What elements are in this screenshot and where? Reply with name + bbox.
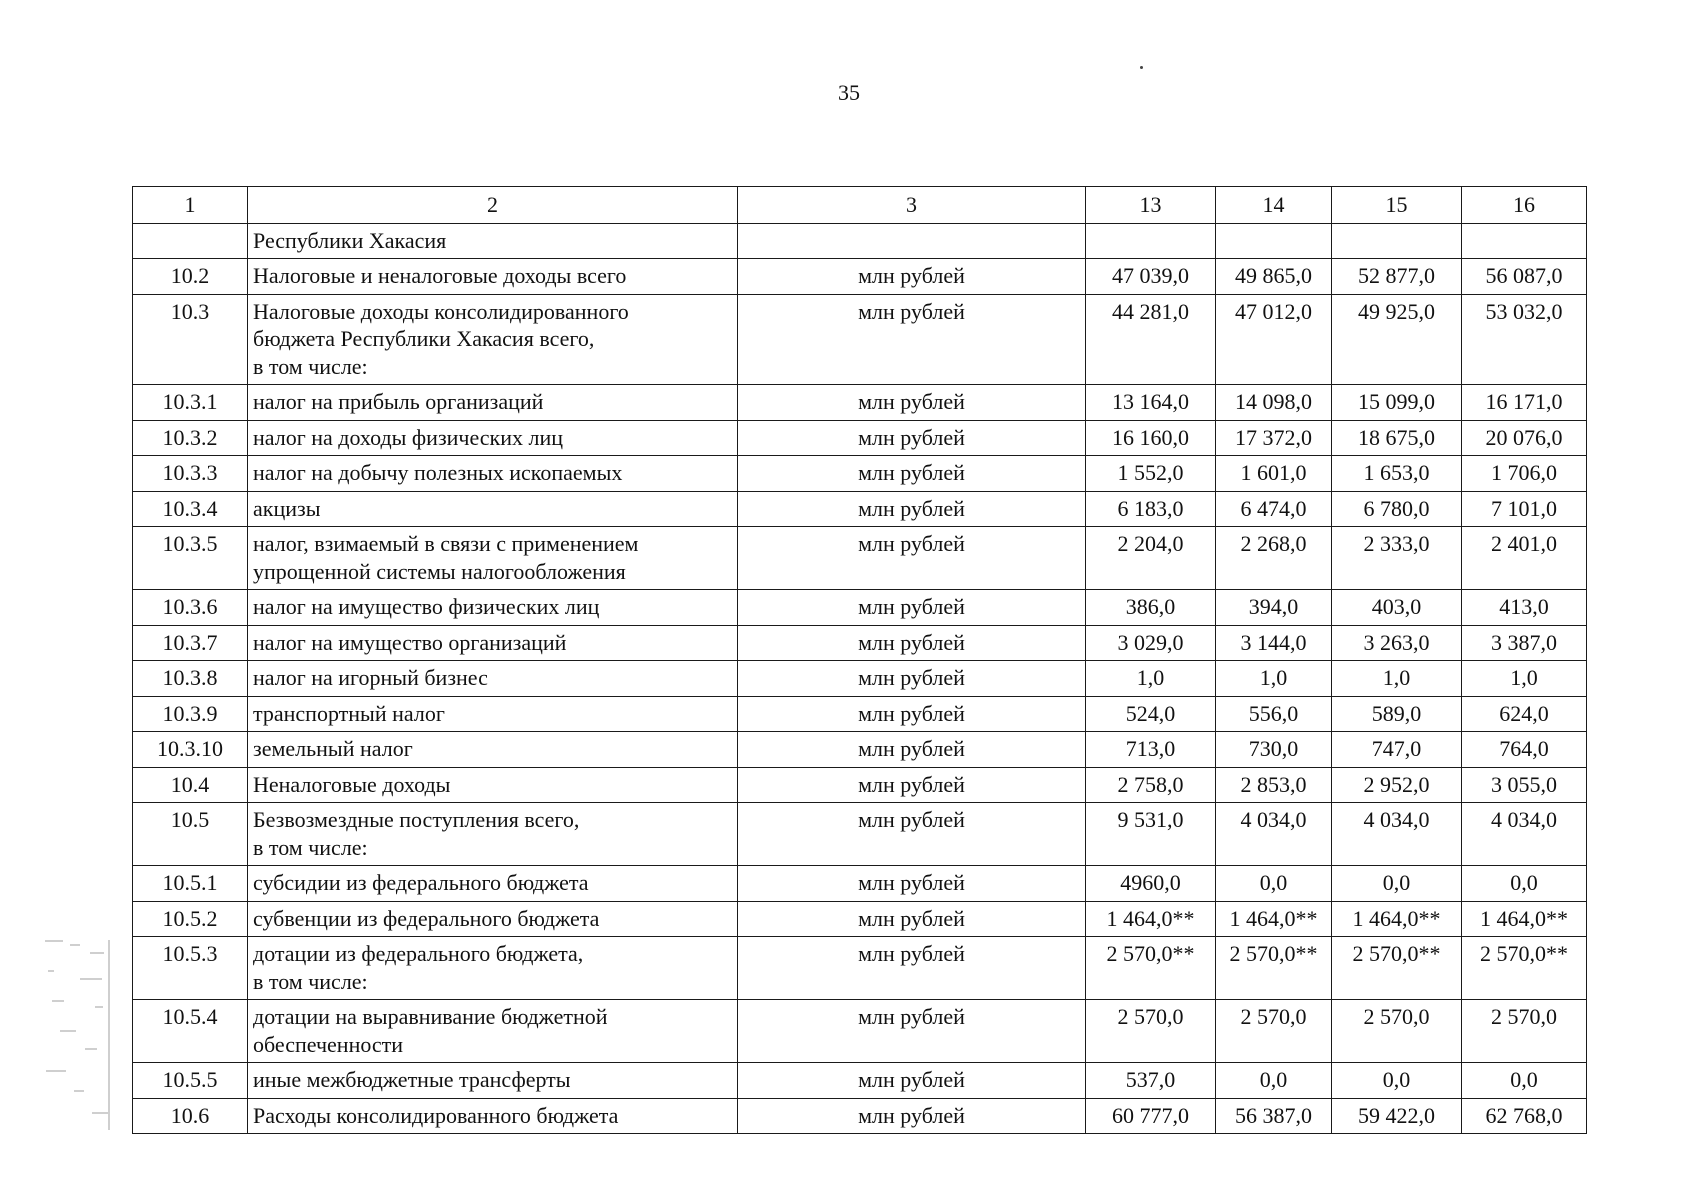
value-cell: 4 034,0 [1462,803,1587,866]
indicator-name-cell [248,420,738,456]
value-cell: 14 098,0 [1216,385,1332,421]
value-cell: 0,0 [1462,1063,1587,1099]
row-number-cell: 10.3.3 [133,456,248,492]
indicator-name-cell [248,625,738,661]
value-cell: 2 204,0 [1086,527,1216,590]
header-cell: 14 [1216,187,1332,224]
table-row [133,625,1587,661]
value-cell: 60 777,0 [1086,1098,1216,1134]
indicator-name-line: налог на игорный бизнес [253,665,488,690]
value-cell: 2 570,0 [1332,1000,1462,1063]
budget-table [132,186,1587,1134]
value-cell: 1,0 [1086,661,1216,697]
indicator-name-line: Республики Хакасия [253,227,447,253]
indicator-name-line: налог на имущество организаций [253,629,567,655]
value-cell: 6 183,0 [1086,491,1216,527]
unit-cell: млн рублей [738,527,1086,590]
indicator-name-cell [248,527,738,590]
value-cell: 2 570,0** [1332,937,1462,1000]
table-row [133,259,1587,295]
value-cell: 764,0 [1462,732,1587,768]
table-row [133,1000,1587,1063]
value-cell: 1 706,0 [1462,456,1587,492]
value-cell: 2 570,0** [1462,937,1587,1000]
indicator-name-cell [248,1000,738,1063]
table-row [133,937,1587,1000]
row-number-cell: 10.5 [133,803,248,866]
value-cell [1332,223,1462,259]
unit-cell: млн рублей [738,696,1086,732]
unit-cell [738,223,1086,259]
indicator-name-cell [248,696,738,732]
unit-cell: млн рублей [738,1000,1086,1063]
table-row [133,527,1587,590]
value-cell: 2 570,0** [1216,937,1332,1000]
indicator-name-line: субвенции из федерального бюджета [253,905,600,931]
row-number-cell: 10.3.6 [133,590,248,626]
value-cell: 403,0 [1332,590,1462,626]
row-number-cell: 10.5.3 [133,937,248,1000]
value-cell: 15 099,0 [1332,385,1462,421]
value-cell: 2 853,0 [1216,767,1332,803]
table-row [133,491,1587,527]
table-row [133,803,1587,866]
scan-speck [1140,66,1143,69]
value-cell: 0,0 [1216,1063,1332,1099]
row-number-cell: 10.5.2 [133,901,248,937]
value-cell: 62 768,0 [1462,1098,1587,1134]
row-number-cell: 10.5.4 [133,1000,248,1063]
header-cell: 1 [133,187,248,224]
indicator-name-line: в том числе: [253,834,368,860]
unit-cell: млн рублей [738,732,1086,768]
indicator-name-line: акцизы [253,495,321,521]
row-number-cell: 10.3.10 [133,732,248,768]
value-cell: 6 780,0 [1332,491,1462,527]
value-cell: 56 087,0 [1462,259,1587,295]
value-cell: 3 055,0 [1462,767,1587,803]
unit-cell: млн рублей [738,1063,1086,1099]
value-cell: 713,0 [1086,732,1216,768]
indicator-name-line: налог на добычу полезных ископаемых [253,460,623,485]
row-number-cell: 10.3.8 [133,661,248,697]
value-cell: 13 164,0 [1086,385,1216,421]
row-number-cell: 10.3.4 [133,491,248,527]
value-cell: 47 039,0 [1086,259,1216,295]
unit-cell: млн рублей [738,385,1086,421]
value-cell: 1 464,0** [1216,901,1332,937]
indicator-name-cell [248,491,738,527]
value-cell: 537,0 [1086,1063,1216,1099]
value-cell: 59 422,0 [1332,1098,1462,1134]
table-row [133,901,1587,937]
scan-artifact [40,930,120,1140]
value-cell: 9 531,0 [1086,803,1216,866]
indicator-name-line: субсидии из федерального бюджета [253,870,589,895]
unit-cell: млн рублей [738,491,1086,527]
table-row [133,1063,1587,1099]
value-cell: 3 387,0 [1462,625,1587,661]
table-row [133,385,1587,421]
value-cell: 0,0 [1332,866,1462,902]
table-row [133,767,1587,803]
unit-cell: млн рублей [738,259,1086,295]
value-cell [1216,223,1332,259]
indicator-name-line: Налоговые и неналоговые доходы всего [253,263,627,288]
value-cell: 747,0 [1332,732,1462,768]
value-cell: 3 144,0 [1216,625,1332,661]
indicator-name-line: налог на доходы физических лиц [253,424,564,450]
indicator-name-cell [248,732,738,768]
indicator-name-line: земельный налог [253,736,413,761]
unit-cell: млн рублей [738,866,1086,902]
indicator-name-line: налог на имущество физических лиц [253,594,600,619]
indicator-name-line: транспортный налог [253,700,445,726]
table-row [133,223,1587,259]
value-cell: 413,0 [1462,590,1587,626]
indicator-name-line: Неналоговые доходы [253,771,451,797]
indicator-name-cell [248,1098,738,1134]
value-cell: 7 101,0 [1462,491,1587,527]
row-number-cell: 10.3.9 [133,696,248,732]
row-number-cell: 10.6 [133,1098,248,1134]
row-number-cell: 10.5.1 [133,866,248,902]
value-cell: 1 464,0** [1332,901,1462,937]
indicator-name-line: налог, взимаемый в связи с применением [253,531,639,556]
value-cell: 2 758,0 [1086,767,1216,803]
value-cell: 556,0 [1216,696,1332,732]
value-cell: 0,0 [1462,866,1587,902]
row-number-cell: 10.3 [133,294,248,385]
value-cell: 47 012,0 [1216,294,1332,385]
value-cell: 2 333,0 [1332,527,1462,590]
value-cell: 2 570,0 [1086,1000,1216,1063]
value-cell [1462,223,1587,259]
indicator-name-line: налог на прибыль организаций [253,389,544,414]
table-row [133,696,1587,732]
value-cell: 1 464,0** [1086,901,1216,937]
table-row [133,456,1587,492]
indicator-name-cell [248,661,738,697]
table-row [133,420,1587,456]
value-cell: 49 865,0 [1216,259,1332,295]
value-cell: 1 601,0 [1216,456,1332,492]
header-row [133,187,1587,224]
row-number-cell: 10.3.1 [133,385,248,421]
indicator-name-line: Налоговые доходы консолидированного [253,298,629,324]
unit-cell: млн рублей [738,456,1086,492]
indicator-name-line: иные межбюджетные трансферты [253,1067,571,1092]
indicator-name-cell [248,767,738,803]
indicator-name-line: дотации из федерального бюджета, [253,941,584,966]
unit-cell: млн рублей [738,803,1086,866]
value-cell: 3 263,0 [1332,625,1462,661]
indicator-name-cell [248,901,738,937]
row-number-cell [133,223,248,259]
value-cell: 1 552,0 [1086,456,1216,492]
header-cell: 13 [1086,187,1216,224]
row-number-cell: 10.4 [133,767,248,803]
header-cell: 16 [1462,187,1587,224]
indicator-name-cell [248,259,738,295]
indicator-name-line: в том числе: [253,353,368,379]
value-cell: 2 401,0 [1462,527,1587,590]
row-number-cell: 10.3.2 [133,420,248,456]
value-cell: 2 952,0 [1332,767,1462,803]
value-cell: 2 570,0** [1086,937,1216,1000]
value-cell: 56 387,0 [1216,1098,1332,1134]
table-row [133,590,1587,626]
value-cell: 1 464,0** [1462,901,1587,937]
unit-cell: млн рублей [738,625,1086,661]
unit-cell: млн рублей [738,937,1086,1000]
indicator-name-line: упрощенной системы налогообложения [253,558,626,584]
value-cell: 589,0 [1332,696,1462,732]
indicator-name-cell [248,937,738,1000]
value-cell: 3 029,0 [1086,625,1216,661]
value-cell: 624,0 [1462,696,1587,732]
value-cell: 4960,0 [1086,866,1216,902]
indicator-name-cell [248,294,738,385]
value-cell: 17 372,0 [1216,420,1332,456]
indicator-name-cell [248,866,738,902]
value-cell [1086,223,1216,259]
value-cell: 524,0 [1086,696,1216,732]
value-cell: 1,0 [1332,661,1462,697]
value-cell: 16 160,0 [1086,420,1216,456]
value-cell: 16 171,0 [1462,385,1587,421]
value-cell: 386,0 [1086,590,1216,626]
value-cell: 1,0 [1462,661,1587,697]
indicator-name-line: дотации на выравнивание бюджетной [253,1004,608,1029]
value-cell: 4 034,0 [1216,803,1332,866]
indicator-name-cell [248,1063,738,1099]
table-row [133,294,1587,385]
indicator-name-cell [248,385,738,421]
unit-cell: млн рублей [738,767,1086,803]
row-number-cell: 10.3.5 [133,527,248,590]
header-cell: 3 [738,187,1086,224]
value-cell: 2 570,0 [1216,1000,1332,1063]
header-cell: 15 [1332,187,1462,224]
value-cell: 1,0 [1216,661,1332,697]
indicator-name-line: бюджета Республики Хакасия всего, [253,326,595,351]
value-cell: 0,0 [1216,866,1332,902]
indicator-name-line: обеспеченности [253,1031,404,1057]
budget-table-container [132,186,1586,1134]
indicator-name-cell [248,803,738,866]
value-cell: 2 268,0 [1216,527,1332,590]
header-cell: 2 [248,187,738,224]
value-cell: 20 076,0 [1462,420,1587,456]
table-row [133,661,1587,697]
unit-cell: млн рублей [738,294,1086,385]
row-number-cell: 10.5.5 [133,1063,248,1099]
value-cell: 53 032,0 [1462,294,1587,385]
table-row [133,866,1587,902]
unit-cell: млн рублей [738,420,1086,456]
value-cell: 0,0 [1332,1063,1462,1099]
indicator-name-cell [248,590,738,626]
table-row [133,732,1587,768]
value-cell: 394,0 [1216,590,1332,626]
value-cell: 44 281,0 [1086,294,1216,385]
value-cell: 6 474,0 [1216,491,1332,527]
indicator-name-line: в том числе: [253,968,368,994]
value-cell: 4 034,0 [1332,803,1462,866]
row-number-cell: 10.2 [133,259,248,295]
table-body [133,223,1587,1134]
row-number-cell: 10.3.7 [133,625,248,661]
unit-cell: млн рублей [738,590,1086,626]
value-cell: 18 675,0 [1332,420,1462,456]
value-cell: 1 653,0 [1332,456,1462,492]
value-cell: 52 877,0 [1332,259,1462,295]
indicator-name-line: Расходы консолидированного бюджета [253,1102,619,1128]
indicator-name-line: Безвозмездные поступления всего, [253,807,580,832]
page-number: 35 [838,80,860,105]
unit-cell: млн рублей [738,901,1086,937]
indicator-name-cell [248,456,738,492]
unit-cell: млн рублей [738,661,1086,697]
value-cell: 730,0 [1216,732,1332,768]
value-cell: 49 925,0 [1332,294,1462,385]
value-cell: 2 570,0 [1462,1000,1587,1063]
table-row [133,1098,1587,1134]
unit-cell: млн рублей [738,1098,1086,1134]
indicator-name-cell [248,223,738,259]
